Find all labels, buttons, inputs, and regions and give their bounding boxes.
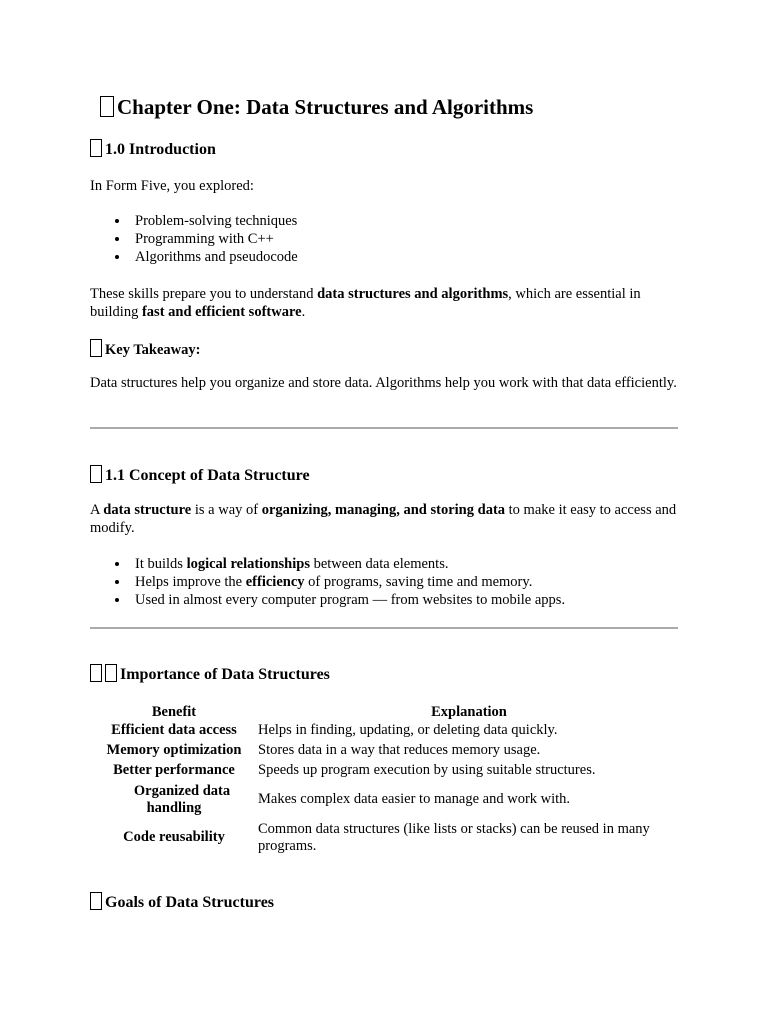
list-item: Problem-solving techniques (90, 212, 298, 230)
chapter-title: Chapter One: Data Structures and Algorithms (100, 94, 533, 120)
missing-glyph-icon (90, 339, 102, 357)
divider (90, 627, 678, 629)
benefits-table (90, 703, 680, 857)
list-item: Programming with C++ (90, 230, 298, 248)
table-row (90, 819, 680, 857)
divider (90, 427, 678, 429)
table-row (90, 781, 680, 819)
takeaway-heading: Key Takeaway: (90, 339, 200, 360)
benefit-cell: Memory optimization (106, 742, 242, 759)
explanation-cell: Helps in finding, updating, or deleting data quickly. (258, 722, 558, 739)
missing-glyph-icon (90, 465, 102, 483)
missing-glyph-icon (90, 139, 102, 157)
benefit-cell: Code reusability (123, 829, 225, 846)
table-row (90, 721, 680, 741)
explanation-cell: Stores data in a way that reduces memory usage. (258, 742, 541, 759)
column-header-explanation: Explanation (431, 704, 507, 720)
concept-heading: 1.1 Concept of Data Structure (90, 465, 310, 486)
missing-glyph-icon (90, 892, 102, 910)
explanation-cell: Makes complex data easier to manage and work with. (258, 791, 571, 808)
list-item: It builds logical relationships between data elements. (90, 555, 565, 573)
list-item: Used in almost every computer program — from websites to mobile apps. (90, 591, 565, 609)
intro-heading: 1.0 Introduction (90, 139, 216, 160)
missing-glyph-icon (105, 664, 117, 682)
intro-paragraph: These skills prepare you to understand data structures and algorithms, which are essential in building fast and efficient software. (90, 286, 641, 320)
list-item: Helps improve the efficiency of programs, saving time and memory. (90, 573, 565, 591)
goals-heading: Goals of Data Structures (90, 892, 274, 913)
explanation-cell: Common data structures (like lists or stacks) can be reused in many programs. (258, 820, 650, 854)
benefit-cell: Efficient data access (111, 722, 237, 739)
table-row (90, 741, 680, 761)
explanation-cell: Speeds up program execution by using suitable structures. (258, 762, 596, 779)
table-row (90, 761, 680, 781)
column-header-benefit: Benefit (151, 704, 197, 720)
intro-list (90, 212, 298, 266)
list-item: Algorithms and pseudocode (90, 248, 298, 266)
concept-list (90, 555, 565, 609)
benefit-cell: Organized data handling (133, 782, 231, 816)
concept-paragraph: A data structure is a way of organizing, managing, and storing data to make it easy to access and modify. (90, 502, 677, 536)
missing-glyph-icon (100, 96, 114, 117)
intro-lead: In Form Five, you explored: (90, 178, 254, 194)
takeaway-text: Data structures help you organize and store data. Algorithms help you work with that data efficiently. (90, 375, 677, 391)
missing-glyph-icon (90, 664, 102, 682)
benefit-cell: Better performance (113, 762, 235, 779)
importance-heading: Importance of Data Structures (90, 664, 330, 685)
